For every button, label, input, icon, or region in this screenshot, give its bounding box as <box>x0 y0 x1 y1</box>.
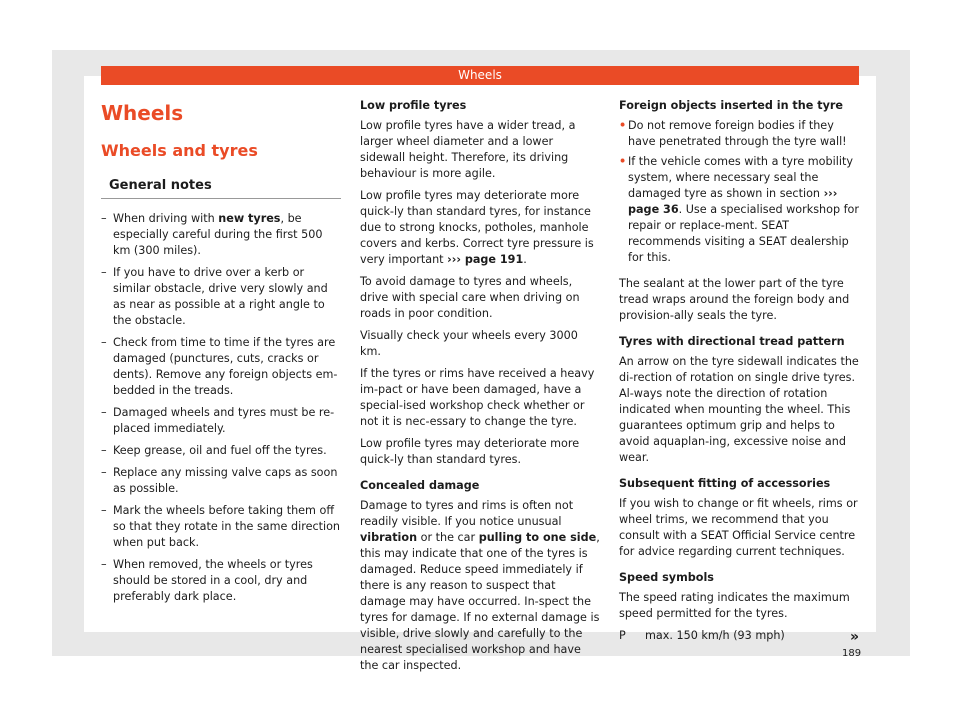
paragraph: Low profile tyres may deteriorate more quick-ly than standard tyres, for instance due to strong knocks, potholes, manhole covers and kerbs. Correct tyre pressure is very important ››› page 191. <box>360 189 594 266</box>
bullet-dot-icon: • <box>619 155 627 168</box>
list-item: – If you have to drive over a kerb or similar obstacle, drive very slowly and as near as possible at a right angle to the obstacle. <box>101 266 328 327</box>
list-item: – Damaged wheels and tyres must be re-placed immediately. <box>101 406 335 435</box>
paragraph: Low profile tyres may deteriorate more quick-ly than standard tyres. <box>360 437 580 466</box>
dash-bullet-icon: – <box>101 406 107 419</box>
speed-value: max. 150 km/h (93 mph) <box>645 629 785 642</box>
bullet-dot-icon: • <box>619 119 627 132</box>
paragraph: Damage to tyres and rims is often not readily visible. If you notice unusual vibration or the car pulling to one side, this may indicate that one of the tyres is damaged. Reduce speed immediately if there is any reason to suspect that damage may have occurred. In-spect the tyres for damage. If no external damage is visible, drive slowly and carefully to the nearest specialised workshop and have the car inspected. <box>360 499 600 672</box>
concealed-damage-heading: Concealed damage <box>360 479 480 492</box>
accessories-heading: Subsequent fitting of accessories <box>619 477 831 490</box>
foreign-objects-heading: Foreign objects inserted in the tyre <box>619 99 843 112</box>
general-notes-list <box>101 211 341 611</box>
dash-bullet-icon: – <box>101 266 107 279</box>
page-number: 189 <box>842 648 862 659</box>
continue-arrow-icon: » <box>850 629 860 645</box>
dash-bullet-icon: – <box>101 444 107 457</box>
list-item: – Mark the wheels before taking them off so that they rotate in the same direction when put back. <box>101 504 341 549</box>
dash-bullet-icon: – <box>101 336 107 349</box>
list-item: • Do not remove foreign bodies if they have penetrated through the tyre wall! <box>619 119 847 148</box>
list-item: – When driving with new tyres, be especially careful during the first 500 km (300 miles). <box>101 212 323 257</box>
page-reference-link[interactable]: ››› page 191 <box>447 253 524 266</box>
topic-title: General notes <box>109 178 212 193</box>
paragraph: If you wish to change or fit wheels, rims or wheel trims, we recommend that you consult with a SEAT Official Service centre for advice regarding current techniques. <box>619 497 858 558</box>
low-profile-heading: Low profile tyres <box>360 99 467 112</box>
dash-bullet-icon: – <box>101 212 107 225</box>
list-item: – Check from time to time if the tyres are damaged (punctures, cuts, cracks or dents). Remove any foreign objects em-bedded in the treads. <box>101 336 338 397</box>
list-item: – Keep grease, oil and fuel off the tyres. <box>101 444 327 457</box>
directional-heading: Tyres with directional tread pattern <box>619 335 845 348</box>
list-item: • If the vehicle comes with a tyre mobility system, where necessary seal the damaged tyre as shown in section ››› page 36. Use a specialised workshop for repair or replace-ment. SEAT recommends visiting a SEAT dealership for this. <box>619 155 859 264</box>
middle-column <box>360 98 600 680</box>
dash-bullet-icon: – <box>101 504 107 517</box>
paragraph: Visually check your wheels every 3000 km. <box>360 329 578 358</box>
paragraph: The sealant at the lower part of the tyre tread wraps around the foreign body and provision-ally seals the tyre. <box>619 277 850 322</box>
paragraph: If the tyres or rims have received a heavy im-pact or have been damaged, have a special-ised workshop check whether or not it is nec-essary to change the tyre. <box>360 367 595 428</box>
page-reference-link[interactable]: ››› page 36 <box>628 187 838 216</box>
list-item: – Replace any missing valve caps as soon as possible. <box>101 466 338 495</box>
chapter-header: Wheels <box>101 66 859 85</box>
speed-code: P <box>619 629 626 642</box>
right-column <box>619 98 859 644</box>
dash-bullet-icon: – <box>101 466 107 479</box>
speed-rating-row <box>619 628 859 644</box>
list-item: – When removed, the wheels or tyres should be stored in a cool, dry and preferably dark place. <box>101 558 313 603</box>
section-title: Wheels <box>101 101 184 125</box>
paragraph: The speed rating indicates the maximum speed permitted for the tyres. <box>619 591 850 620</box>
paragraph: An arrow on the tyre sidewall indicates the di-rection of rotation on single drive tyres. Al-ways note the direction of rotation indicated when mounting the wheel. This guarantees optimum grip and helps to avoid aquaplan-ing, excessive noise and wear. <box>619 355 859 464</box>
subsection-title: Wheels and tyres <box>101 141 258 160</box>
paragraph: Low profile tyres have a wider tread, a larger wheel diameter and a lower sidewall height. Therefore, its driving behaviour is more agile. <box>360 119 576 180</box>
topic-divider <box>101 198 341 199</box>
dash-bullet-icon: – <box>101 558 107 571</box>
paragraph: To avoid damage to tyres and wheels, drive with special care when driving on roads in poor condition. <box>360 275 580 320</box>
speed-symbols-heading: Speed symbols <box>619 571 714 584</box>
